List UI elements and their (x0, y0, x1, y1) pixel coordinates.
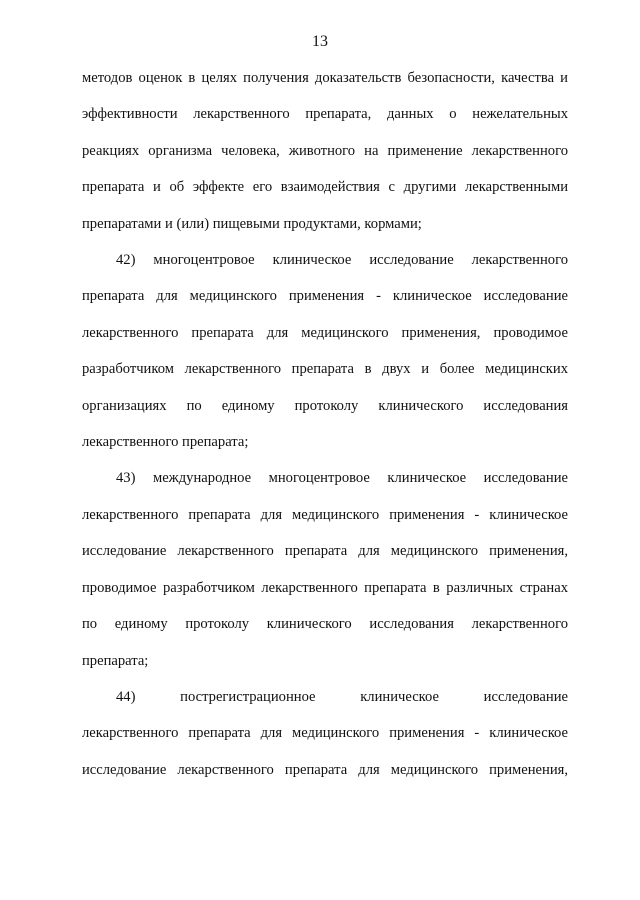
text-line: препаратами и (или) пищевыми продуктами, кормами; (82, 215, 422, 232)
text-line: по единому протоколу клинического исследования лекарственного (82, 616, 568, 633)
text-line: организациях по единому протоколу клинического исследования (82, 397, 568, 414)
paragraph-item-43 (82, 460, 568, 678)
text-line: препарата и об эффекте его взаимодействия с другими лекарственными (82, 179, 568, 196)
text-line: лекарственного препарата для медицинского применения - клиническое (82, 725, 568, 742)
text-line: реакциях организма человека, животного на применение лекарственного (82, 142, 568, 159)
text-line: методов оценок в целях получения доказательств безопасности, качества и (82, 70, 568, 86)
text-line: 44) пострегистрационное клиническое исследование (116, 688, 568, 705)
text-line: разработчиком лекарственного препарата в двух и более медицинских (82, 361, 568, 378)
text-line: 42) многоцентровое клиническое исследование лекарственного (116, 252, 568, 269)
paragraph-item-42 (82, 242, 568, 460)
text-line: 43) международное многоцентровое клиническое исследование (116, 470, 568, 487)
text-line: лекарственного препарата; (82, 434, 249, 451)
paragraph-continuation (82, 60, 568, 242)
document-body (82, 60, 568, 788)
page-number: 13 (312, 33, 328, 50)
text-line: лекарственного препарата для медицинского применения - клиническое (82, 506, 568, 523)
text-line: исследование лекарственного препарата для медицинского применения, (82, 761, 568, 778)
text-line: препарата; (82, 652, 149, 669)
text-line: препарата для медицинского применения - клиническое исследование (82, 288, 568, 305)
paragraph-item-44 (82, 679, 568, 788)
text-line: эффективности лекарственного препарата, данных о нежелательных (82, 106, 568, 123)
text-line: лекарственного препарата для медицинского применения, проводимое (82, 324, 568, 341)
text-line: исследование лекарственного препарата для медицинского применения, (82, 543, 568, 560)
text-line: проводимое разработчиком лекарственного препарата в различных странах (82, 579, 568, 596)
